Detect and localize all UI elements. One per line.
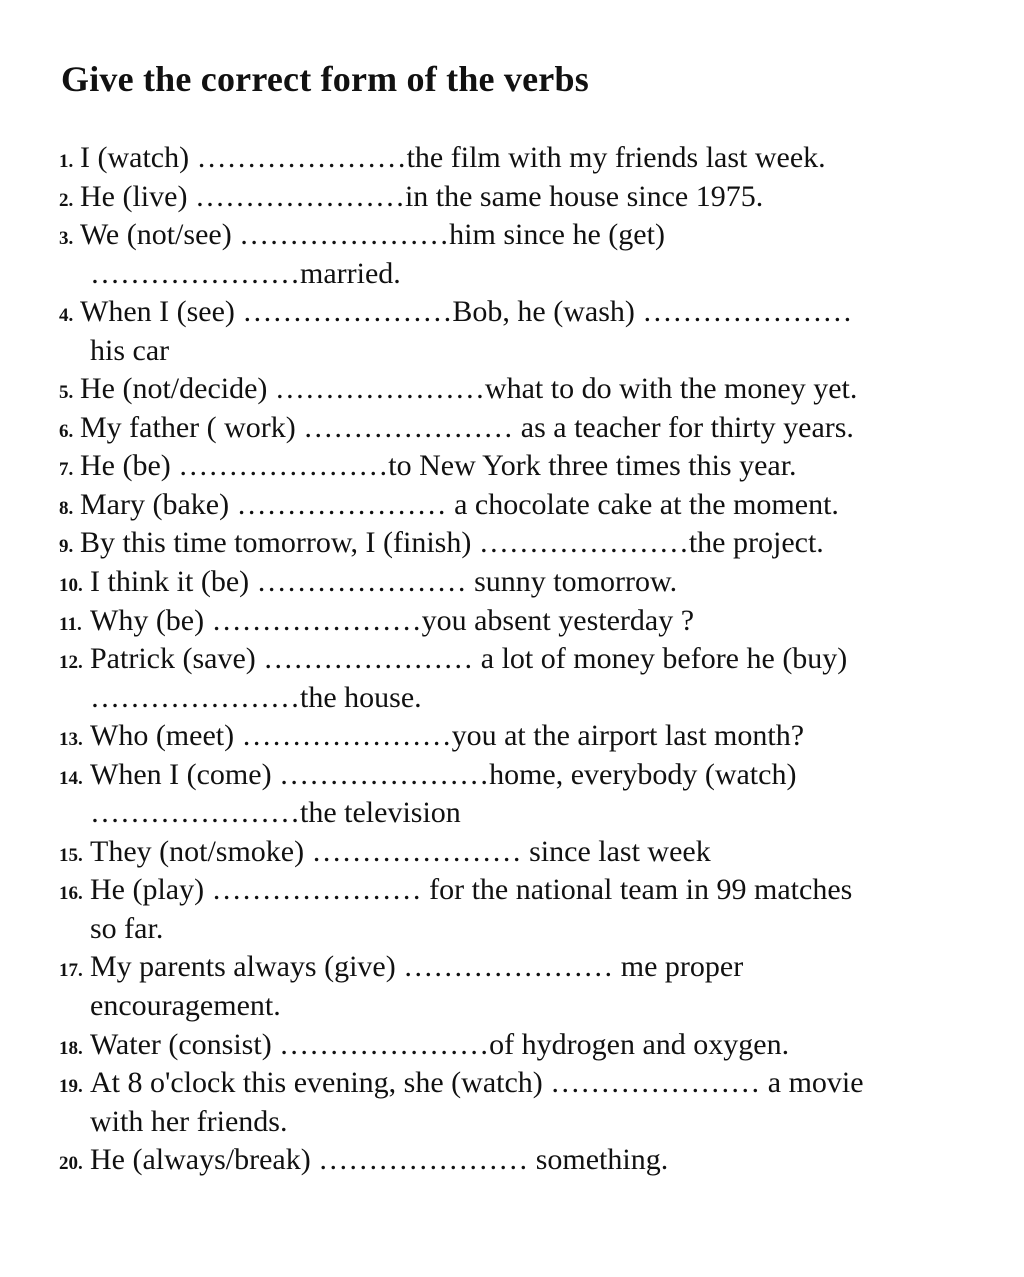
item-text: They (not/smoke) ………………… since last week (90, 834, 711, 868)
exercise-line (59, 871, 979, 910)
item-text: his car (90, 333, 170, 367)
exercise-line (59, 178, 979, 217)
item-text: …………………the house. (90, 680, 422, 714)
exercise-line (59, 1064, 979, 1103)
item-text: I (watch) …………………the film with my friends last week. (80, 141, 826, 174)
exercise-continuation-line (59, 794, 979, 833)
exercise-continuation-line (59, 332, 979, 371)
item-text: When I (see) …………………Bob, he (wash) ………………… (80, 295, 853, 329)
exercise-continuation-line (59, 679, 979, 718)
item-number: 17. (59, 960, 83, 982)
item-number: 5. (59, 382, 74, 404)
item-text: We (not/see) …………………him since he (get) (80, 218, 665, 252)
exercise-continuation-line (59, 255, 979, 294)
exercise-line (59, 486, 979, 525)
item-number: 12. (59, 652, 83, 674)
exercise-line (59, 563, 979, 602)
exercise-list (59, 139, 979, 1180)
item-text: I think it (be) ………………… sunny tomorrow. (90, 565, 678, 599)
exercise-line (59, 524, 979, 563)
exercise-line (59, 948, 979, 987)
item-number: 6. (59, 420, 74, 442)
item-text: My parents always (give) ………………… me proper (90, 950, 744, 984)
exercise-line (59, 139, 979, 178)
item-text: Patrick (save) ………………… a lot of money before he (buy) (90, 642, 848, 676)
item-text: …………………the television (90, 796, 461, 830)
item-text: He (not/decide) …………………what to do with the money yet. (80, 372, 858, 406)
exercise-line (59, 293, 979, 332)
item-text: He (be) …………………to New York three times this year. (80, 449, 797, 483)
item-number: 20. (59, 1153, 83, 1175)
item-text: encouragement. (90, 989, 281, 1023)
exercise-continuation-line (59, 1103, 979, 1142)
exercise-line (59, 756, 979, 795)
item-text: Water (consist) …………………of hydrogen and oxygen. (90, 1027, 790, 1061)
item-number: 18. (59, 1037, 83, 1059)
item-text: Mary (bake) ………………… a chocolate cake at the moment. (80, 487, 839, 521)
exercise-line (59, 1026, 979, 1065)
item-text: He (play) ………………… for the national team in 99 matches (90, 873, 853, 907)
exercise-line (59, 640, 979, 679)
item-number: 14. (59, 767, 83, 789)
item-number: 13. (59, 729, 83, 751)
item-number: 19. (59, 1076, 83, 1098)
item-number: 3. (59, 228, 74, 250)
item-text: so far. (90, 911, 164, 945)
exercise-line (59, 602, 979, 641)
item-text: When I (come) …………………home, everybody (watch) (90, 757, 797, 791)
worksheet-title: Give the correct form of the verbs (61, 59, 589, 99)
item-number: 9. (59, 536, 74, 558)
exercise-line (59, 409, 979, 448)
exercise-line (59, 1141, 979, 1180)
item-text: He (always/break) ………………… something. (90, 1143, 669, 1177)
exercise-continuation-line (59, 910, 979, 949)
exercise-line (59, 447, 979, 486)
item-number: 4. (59, 305, 74, 327)
item-text: …………………married. (90, 256, 401, 290)
item-text: Who (meet) …………………you at the airport last month? (90, 719, 805, 753)
item-text: At 8 o'clock this evening, she (watch) ………………… a movie (90, 1066, 864, 1100)
exercise-line (59, 370, 979, 409)
item-number: 1. (59, 151, 74, 172)
item-text: Why (be) …………………you absent yesterday ? (90, 603, 695, 637)
item-number: 16. (59, 883, 83, 905)
item-number: 15. (59, 844, 83, 866)
exercise-line (59, 216, 979, 255)
item-text: By this time tomorrow, I (finish) …………………the project. (80, 526, 824, 560)
item-text: My father ( work) ………………… as a teacher for thirty years. (80, 410, 854, 444)
item-text: with her friends. (90, 1104, 288, 1138)
item-number: 11. (59, 613, 82, 635)
item-number: 2. (59, 189, 74, 211)
exercise-line (59, 717, 979, 756)
exercise-continuation-line (59, 987, 979, 1026)
item-number: 10. (59, 575, 83, 597)
item-number: 7. (59, 459, 74, 481)
item-number: 8. (59, 497, 74, 519)
exercise-line (59, 833, 979, 872)
item-text: He (live) …………………in the same house since 1975. (80, 179, 764, 213)
